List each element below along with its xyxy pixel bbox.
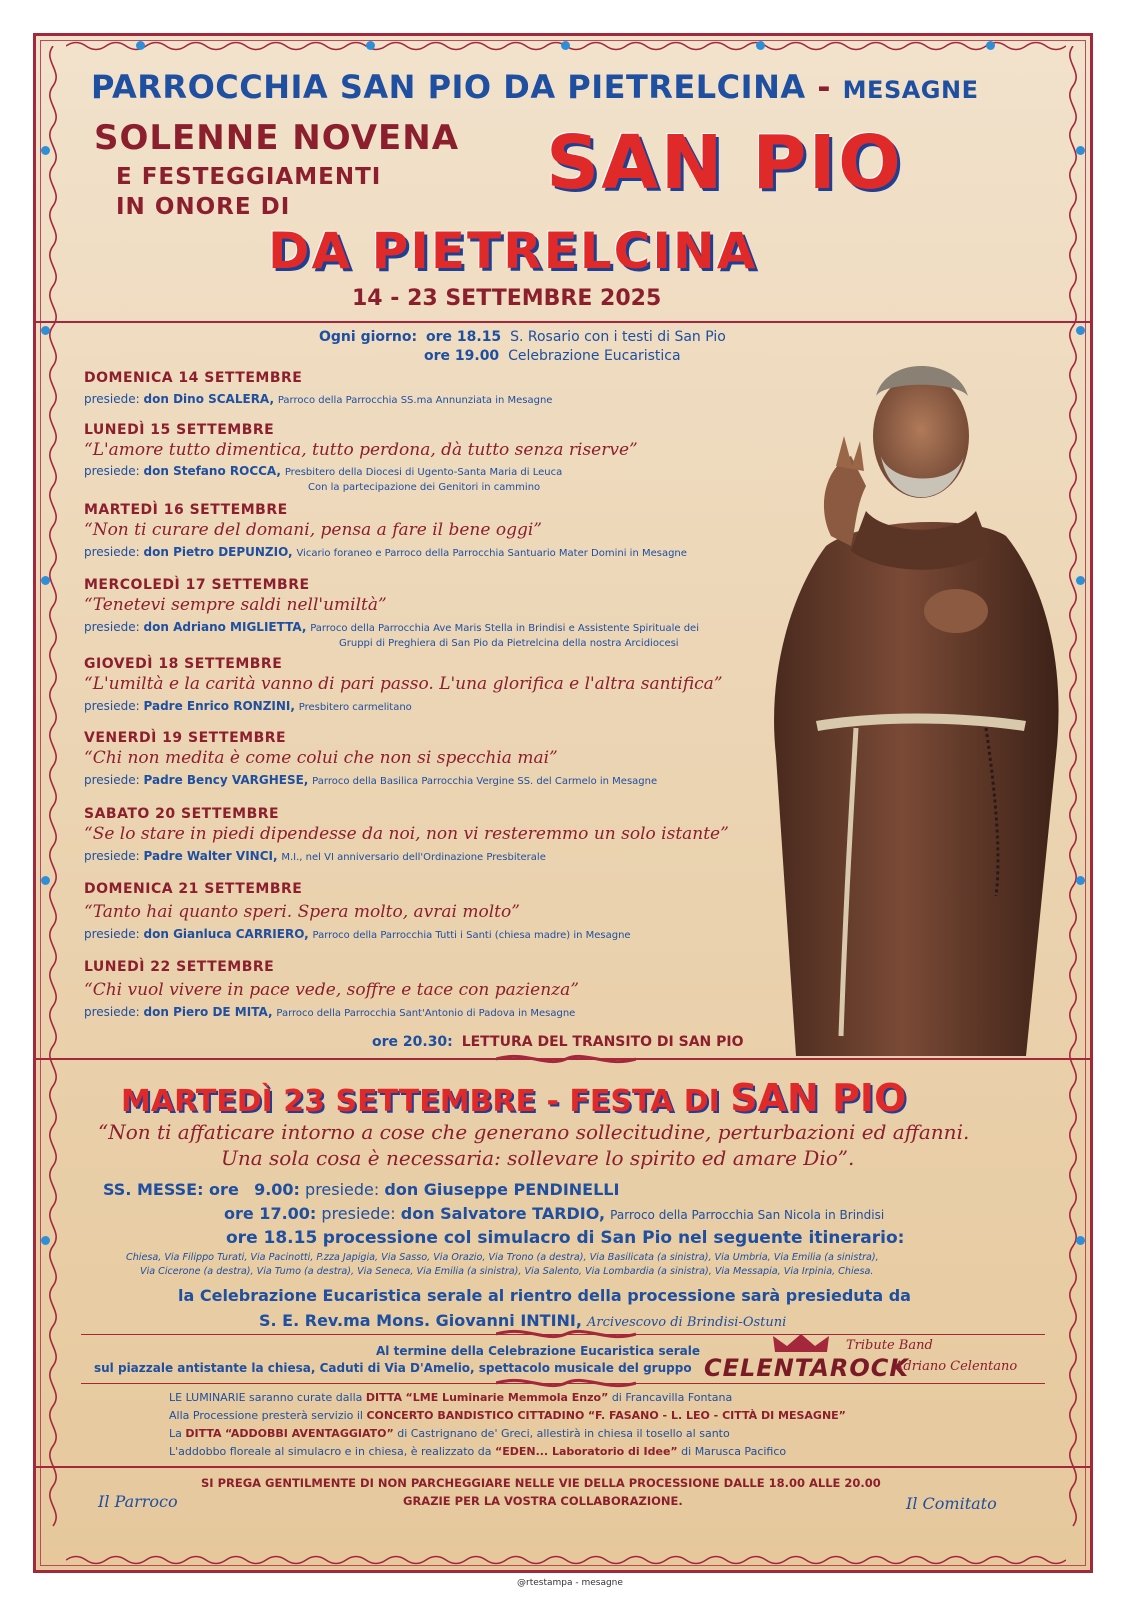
credit-line: L'addobbo floreale al simulacro e in chiesa, è realizzato da “EDEN... Laboratorio di Idee” di Marusca Pacifico xyxy=(169,1445,787,1458)
novena-title: SOLENNE NOVENA xyxy=(94,118,460,158)
bottom-scroll-ornament-icon xyxy=(66,1553,1066,1567)
parking-notice: SI PREGA GENTILMENTE DI NON PARCHEGGIARE NELLE VIE DELLA PROCESSIONE DALLE 18.00 ALLE 20.00 xyxy=(201,1476,881,1490)
day-title: VENERDÌ 19 SETTEMBRE xyxy=(84,730,287,746)
presider-line: presiede: don Piero DE MITA, Parroco della Parrocchia Sant'Antonio di Padova in Mesagne xyxy=(84,1005,576,1019)
concert-divider xyxy=(81,1334,1045,1335)
san-pio-title: SAN PIO xyxy=(546,120,903,206)
band-logo: CELENTAROCK xyxy=(704,1354,909,1382)
mass-line2: ore 17.00: presiede: don Salvatore TARDIO, Parroco della Parrocchia San Nicola in Brindisi xyxy=(224,1204,885,1223)
header-divider xyxy=(36,321,1090,323)
concert-line2: sul piazzale antistante la chiesa, Caduti di Via D'Amelio, spettacolo musicale del gruppo xyxy=(94,1361,692,1375)
day-quote: “Chi non medita è come colui che non si specchia mai” xyxy=(84,748,558,768)
day-quote: “L'amore tutto dimentica, tutto perdona, dà tutto senza riserve” xyxy=(84,440,638,460)
festa-quote-line1: “Non ti affaticare intorno a cose che generano sollecitudine, perturbazioni ed affanni. xyxy=(98,1120,970,1144)
footer-divider xyxy=(36,1466,1090,1468)
day-title: LUNEDÌ 22 SETTEMBRE xyxy=(84,959,275,975)
frame-dot xyxy=(41,146,50,155)
presider-line: presiede: don Stefano ROCCA, Presbitero della Diocesi di Ugento-Santa Maria di Leuca xyxy=(84,464,563,478)
bishop-line: S. E. Rev.ma Mons. Giovanni INTINI, Arcivescovo di Brindisi-Ostuni xyxy=(259,1311,787,1330)
presider-line: presiede: don Gianluca CARRIERO, Parroco della Parrocchia Tutti i Santi (chiesa madre) in Mesagne xyxy=(84,927,631,941)
frame-dot xyxy=(561,41,570,50)
presider-line: presiede: don Dino SCALERA, Parroco della Parrocchia SS.ma Annunziata in Mesagne xyxy=(84,392,553,406)
day-title: DOMENICA 21 SETTEMBRE xyxy=(84,881,303,897)
frame-dot xyxy=(136,41,145,50)
day-quote: “Non ti curare del domani, pensa a fare il bene oggi” xyxy=(84,520,542,540)
day-title: MARTEDÌ 16 SETTEMBRE xyxy=(84,502,288,518)
festa-quote-line2: Una sola cosa è necessaria: sollevare lo spirito ed amare Dio”. xyxy=(221,1146,855,1170)
da-pietrelcina-title: DA PIETRELCINA xyxy=(268,222,758,280)
festival-dates: 14 - 23 SETTEMBRE 2025 xyxy=(352,286,662,311)
route-line2: Via Cicerone (a destra), Via Tumo (a destra), Via Seneca, Via Emilia (a sinistra), Via Salento, Via Lombardia (a sinistra), Via Messapia, Via Irpinia, Chiesa. xyxy=(140,1266,874,1277)
frame-dot xyxy=(1076,576,1085,585)
credit-line: LE LUMINARIE saranno curate dalla DITTA “LME Luminarie Memmola Enzo” di Francavilla Fontana xyxy=(169,1391,733,1404)
festa-divider xyxy=(36,1058,1090,1060)
day-title: SABATO 20 SETTEMBRE xyxy=(84,806,280,822)
frame-dot xyxy=(1076,1236,1085,1245)
day-quote: “Tanto hai quanto speri. Spera molto, avrai molto” xyxy=(84,902,520,922)
right-scroll-ornament-icon xyxy=(1060,46,1086,1546)
presider-note: Con la partecipazione dei Genitori in cammino xyxy=(308,482,541,493)
route-line1: Chiesa, Via Filippo Turati, Via Pacinotti, P.zza Japigia, Via Sasso, Via Orazio, Via Trono (a destra), Via Basilicata (a sinistra), Via Umbria, Via Emilia (a sinistra), xyxy=(126,1252,879,1263)
feste-line1: E FESTEGGIAMENTI xyxy=(116,164,382,190)
concert-line1: Al termine della Celebrazione Eucaristica serale xyxy=(376,1344,700,1358)
day-quote: “Tenetevi sempre saldi nell'umiltà” xyxy=(84,595,387,615)
frame-dot xyxy=(1076,876,1085,885)
parish-title: PARROCCHIA SAN PIO DA PIETRELCINA - MESAGNE xyxy=(91,68,979,106)
credit-line: La DITTA “ADDOBBI AVENTAGGIATO” di Castrignano de' Greci, allestirà in chiesa il tosello al santo xyxy=(169,1427,730,1440)
celebration-line: la Celebrazione Eucaristica serale al rientro della processione sarà presieduta da xyxy=(178,1286,911,1305)
thanks-notice: GRAZIE PER LA VOSTRA COLLABORAZIONE. xyxy=(403,1494,683,1508)
frame-dot xyxy=(756,41,765,50)
presider-line: presiede: don Adriano MIGLIETTA, Parroco della Parrocchia Ave Maris Stella in Brindisi e Assistente Spirituale dei xyxy=(84,620,699,634)
tribute-label: Tribute Band xyxy=(846,1338,933,1353)
day-quote: “L'umiltà e la carità vanno di pari passo. L'una glorifica e l'altra santifica” xyxy=(84,674,723,694)
presider-line: presiede: Padre Walter VINCI, M.I., nel VI anniversario dell'Ordinazione Presbiterale xyxy=(84,849,546,863)
frame-dot xyxy=(366,41,375,50)
frame-dot xyxy=(41,326,50,335)
frame-dot xyxy=(1076,146,1085,155)
presider-note: Gruppi di Preghiera di San Pio da Pietrelcina della nostra Arcidiocesi xyxy=(339,638,679,649)
day-title: DOMENICA 14 SETTEMBRE xyxy=(84,370,303,386)
crown-icon xyxy=(771,1332,831,1354)
day-title: MERCOLEDÌ 17 SETTEMBRE xyxy=(84,577,310,593)
day-title: LUNEDÌ 15 SETTEMBRE xyxy=(84,422,275,438)
daily-line2: ore 19.00 Celebrazione Eucaristica xyxy=(424,348,681,364)
presider-line: presiede: Padre Bency VARGHESE, Parroco della Basilica Parrocchia Vergine SS. del Carmelo in Mesagne xyxy=(84,773,658,787)
frame-dot xyxy=(41,576,50,585)
frame-dot xyxy=(41,1236,50,1245)
parroco-signature: Il Parroco xyxy=(98,1492,178,1511)
presider-line: presiede: don Pietro DEPUNZIO, Vicario foraneo e Parroco della Parrocchia Santuario Mater Domini in Mesagne xyxy=(84,545,687,559)
procession-line: ore 18.15 processione col simulacro di San Pio nel seguente itinerario: xyxy=(226,1228,905,1248)
comitato-signature: Il Comitato xyxy=(906,1494,997,1513)
artist-label: Adriano Celentano xyxy=(894,1359,1018,1374)
presider-line: presiede: Padre Enrico RONZINI, Presbitero carmelitano xyxy=(84,699,412,713)
printer-credit: @rtestampa - mesagne xyxy=(517,1578,623,1588)
credits-divider xyxy=(81,1383,1045,1384)
mass-line1: SS. MESSE: ore 9.00: presiede: don Giuseppe PENDINELLI xyxy=(103,1180,620,1199)
daily-line1: Ogni giorno: ore 18.15 S. Rosario con i testi di San Pio xyxy=(319,329,726,345)
credit-line: Alla Processione presterà servizio il CONCERTO BANDISTICO CITTADINO “F. FASANO - L. LEO - CITTÀ DI MESAGNE” xyxy=(169,1409,846,1422)
frame-dot xyxy=(986,41,995,50)
left-scroll-ornament-icon xyxy=(40,46,66,1546)
frame-dot xyxy=(41,876,50,885)
saint-statue-image xyxy=(756,336,1076,1066)
festa-title: MARTEDÌ 23 SETTEMBRE - FESTA DI SAN PIO xyxy=(121,1076,907,1120)
day-title: GIOVEDÌ 18 SETTEMBRE xyxy=(84,656,283,672)
day-quote: “Se lo stare in piedi dipendesse da noi, non vi resteremmo un solo istante” xyxy=(84,824,729,844)
feste-line2: IN ONORE DI xyxy=(116,194,291,220)
transito-line: ore 20.30: LETTURA DEL TRANSITO DI SAN PIO xyxy=(372,1034,744,1050)
day-quote: “Chi vuol vivere in pace vede, soffre e tace con pazienza” xyxy=(84,980,579,1000)
poster xyxy=(33,33,1093,1573)
frame-dot xyxy=(1076,326,1085,335)
